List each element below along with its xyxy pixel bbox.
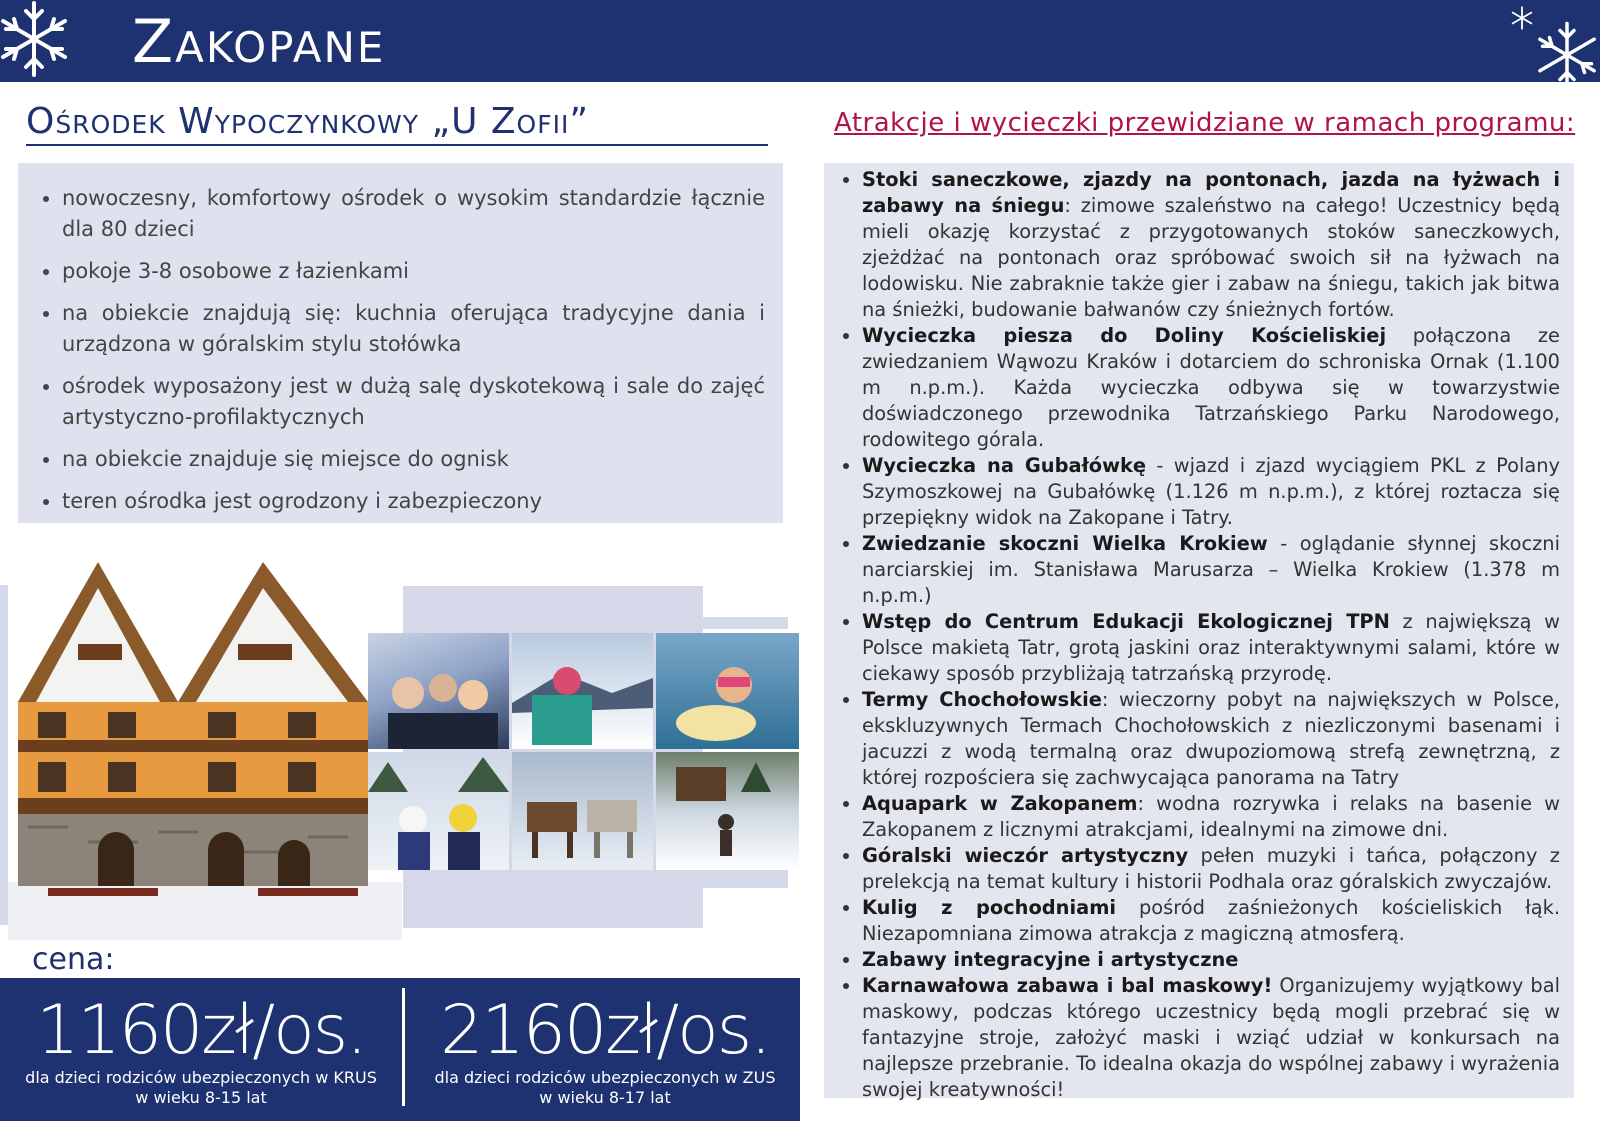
attraction-description: połączona ze zwiedzaniem Wąwozu Kraków i dotarciem do schroniska Ornak (1.100 m n.p.m.). Każda wycieczka odbywa się w towarzystwie doświadczonego przewodnika Tatrzańskiego Parku Narodowego, rodowitego górala.: [862, 324, 1560, 451]
price-age-range: w wieku 8-15 lat: [135, 1088, 267, 1107]
attractions-panel: [824, 163, 1574, 1101]
attraction-name: Kulig z pochodniami: [862, 896, 1117, 919]
list-item: • nowoczesny, komfortowy ośrodek o wysokim standardzie łącznie dla 80 dzieci: [62, 183, 765, 245]
resort-title: Ośrodek Wypoczynkowy „U Zofii”: [26, 101, 590, 142]
header-banner: [0, 0, 1600, 82]
price-amount: 1160zł/os.: [36, 991, 366, 1070]
title-underline: [26, 144, 768, 146]
attraction-name: Stoki saneczkowe, zjazdy na pontonach, jazda na łyżwach i zabawy na śniegu: [862, 168, 1560, 217]
list-item: [862, 609, 1560, 687]
activity-photo: [656, 752, 799, 870]
attractions-list: [824, 163, 1574, 1103]
list-item: [862, 323, 1560, 453]
activity-photo: [656, 633, 799, 749]
price-label: cena:: [32, 942, 115, 977]
list-item: • pokoje 3-8 osobowe z łazienkami: [62, 256, 765, 287]
list-item: [862, 687, 1560, 791]
price-option-krus: [0, 991, 402, 1108]
attraction-description: : zimowe szaleństwo na całego! Uczestnicy będą mieli okazję korzystać z przygotowanych stoków saneczkowych, zjeżdżać na pontonach oraz spróbować swoich sił na łyżwach na lodowisku. Nie zabraknie także gier i zabaw na śniegu, takich jak bitwa na śnieżki, budowanie bałwanów czy śnieżnych fortów.: [862, 194, 1560, 321]
activity-photo: [512, 633, 653, 749]
attraction-name: Wycieczka piesza do Doliny Kościeliskiej: [862, 324, 1387, 347]
attraction-description: : wieczorny pobyt na największych w Polsce, ekskluzywnych Termach Chochołowskich z niezliczonymi basenami i jacuzzi z wodą termalną oraz dwupoziomową strefą zewnętrzną, z której rozpościera się zachwycająca panorama na Tatry: [862, 688, 1560, 789]
activity-photo: [368, 752, 509, 870]
list-item: [862, 895, 1560, 947]
attraction-description: - oglądanie słynnej skoczni narciarskiej im. Stanisława Marusarza – Wielka Krokiew (1.378 m n.p.m.): [862, 532, 1560, 607]
list-item: • teren ośrodka jest ogrodzony i zabezpieczony: [62, 486, 765, 517]
attraction-name: Aquapark w Zakopanem: [862, 792, 1138, 815]
attraction-name: Góralski wieczór artystyczny: [862, 844, 1189, 867]
price-condition: dla dzieci rodziców ubezpieczonych w ZUS: [434, 1068, 776, 1087]
attraction-description: pośród zaśnieżonych kościeliskich łąk. Niezapomniana zimowa atrakcja z magiczną atmosferą.: [862, 896, 1560, 945]
list-item: [862, 453, 1560, 531]
price-condition: dla dzieci rodziców ubezpieczonych w KRUS: [25, 1068, 377, 1087]
attraction-name: Zabawy integracyjne i artystyczne: [862, 948, 1239, 971]
list-item: • na obiekcie znajdują się: kuchnia oferująca tradycyjne dania i urządzona w góralskim stylu stołówka: [62, 298, 765, 360]
list-item: [862, 973, 1560, 1103]
activity-photo: [512, 752, 653, 870]
attraction-name: Zwiedzanie skoczni Wielka Krokiew: [862, 532, 1268, 555]
list-item: • na obiekcie znajduje się miejsce do ognisk: [62, 444, 765, 475]
attraction-description: : wodna rozrywka i relaks na basenie w Zakopanem z licznymi atrakcjami, idealnymi na zimowe dni.: [862, 792, 1560, 841]
price-age-range: w wieku 8-17 lat: [539, 1088, 671, 1107]
decorative-panel: [403, 870, 788, 888]
snowflake-icon: [1530, 20, 1600, 90]
list-item: [862, 843, 1560, 895]
attractions-title: Atrakcje i wycieczki przewidziane w ramach programu:: [834, 108, 1576, 138]
list-item: [862, 167, 1560, 323]
attraction-description: - wjazd i zjazd wyciągiem PKL z Polany Szymoszkowej na Gubałówkę (1.126 m n.p.m.), z której roztacza się przepiękny widok na Zakopane i Tatry.: [862, 454, 1560, 529]
list-item: [862, 947, 1560, 973]
price-option-zus: [405, 991, 805, 1108]
resort-features-panel: [18, 163, 783, 523]
attraction-name: Karnawałowa zabawa i bal maskowy!: [862, 974, 1273, 997]
list-item: [862, 791, 1560, 843]
list-item: [862, 531, 1560, 609]
attraction-description: z największą w Polsce makietą Tatr, grotą jaskini oraz interaktywnymi salami, które w ciekawy sposób przybliżają tatrzańską przyrodę.: [862, 610, 1560, 685]
attraction-name: Termy Chochołowskie: [862, 688, 1102, 711]
decorative-panel: [403, 617, 788, 629]
resort-features-list: [18, 163, 783, 517]
attraction-description: Organizujemy wyjątkowy bal maskowy, podczas którego uczestnicy będą mogli przebrać się w fantazyjne stroje, założyć maski i wziąć udział w konkursach na najlepsze przebranie. To idealna okazja do wspólnej zabawy i wyrażenia swojej kreatywności!: [862, 974, 1560, 1101]
attraction-description: pełen muzyki i tańca, połączony z prelekcją na temat kultury i historii Podhala oraz góralskich zwyczajów.: [862, 844, 1560, 893]
snowflake-icon: [0, 0, 74, 84]
resort-building-photo: [8, 552, 402, 940]
attraction-name: Wycieczka na Gubałówkę: [862, 454, 1147, 477]
activity-photo: [368, 633, 509, 749]
price-amount: 2160zł/os.: [440, 991, 770, 1070]
attraction-name: Wstęp do Centrum Edukacji Ekologicznej TPN: [862, 610, 1390, 633]
page-title: Zakopane: [132, 7, 386, 77]
list-item: • ośrodek wyposażony jest w dużą salę dyskotekową i sale do zajęć artystyczno-profilaktycznych: [62, 371, 765, 433]
